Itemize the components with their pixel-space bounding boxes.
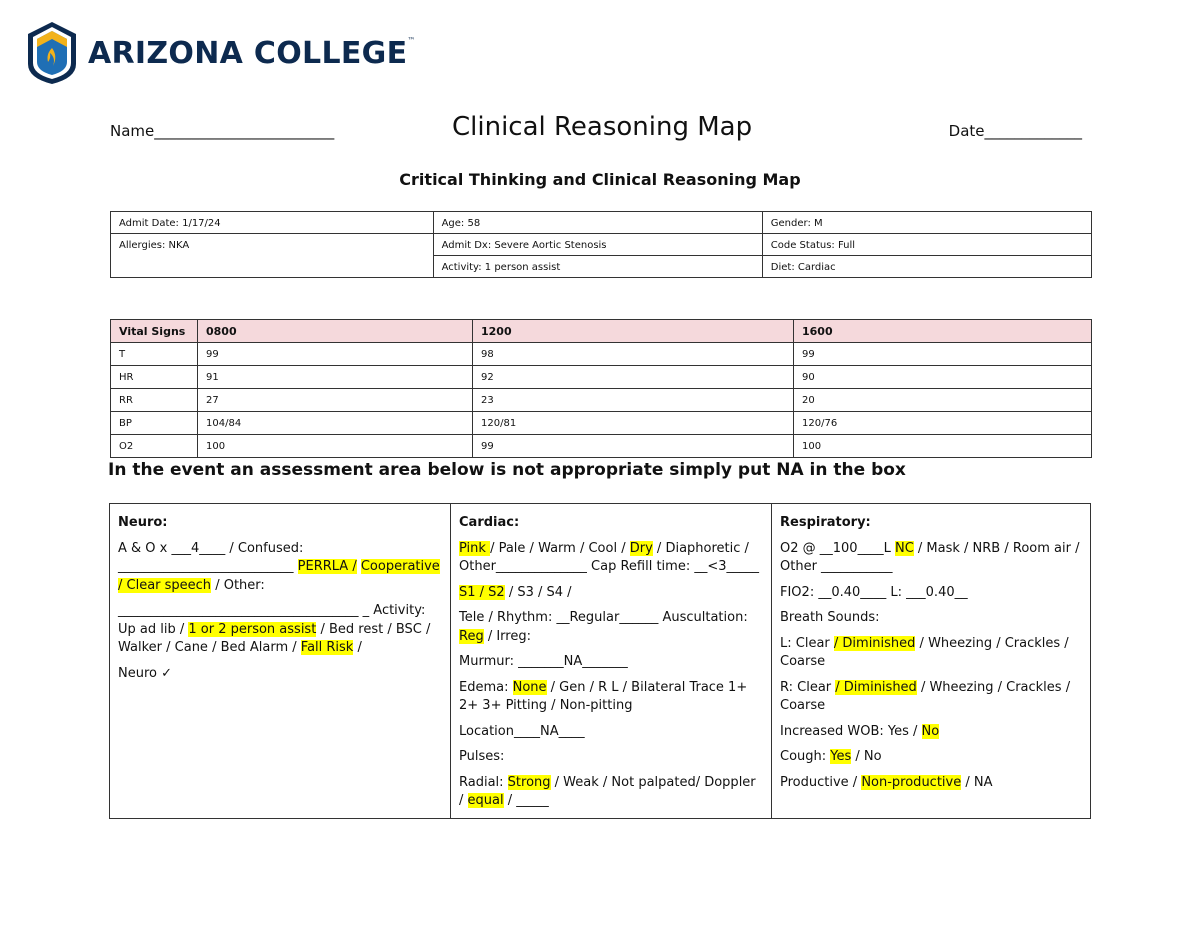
cough-yes-highlight: Yes bbox=[830, 749, 852, 764]
vital-value: 100 bbox=[794, 435, 1092, 458]
cardiac-title: Cardiac: bbox=[459, 515, 520, 530]
age-cell: Age: 58 bbox=[433, 212, 762, 234]
admit-dx-cell: Admit Dx: Severe Aortic Stenosis bbox=[433, 234, 762, 256]
vital-value: 92 bbox=[473, 366, 794, 389]
wob-no-highlight: No bbox=[921, 723, 940, 739]
resp-right: R: Clear / Diminished / Wheezing / Crackles / Coarse bbox=[780, 679, 1071, 713]
patient-info-table bbox=[110, 211, 1092, 278]
s1-s2-highlight: S1 / S2 bbox=[459, 584, 505, 600]
neuro-orientation: A & O x ___4____ / Confused: ___________________________ PERRLA / Cooperative / Clear speech / Other: bbox=[118, 540, 440, 593]
allergies-cell: Allergies: NKA bbox=[111, 234, 434, 278]
cardiac-pulses: Pulses: bbox=[459, 749, 505, 764]
code-status-cell: Code Status: Full bbox=[762, 234, 1091, 256]
table-row bbox=[111, 389, 1092, 412]
header-cell: 1200 bbox=[473, 320, 794, 343]
table-row bbox=[110, 504, 1091, 819]
neuro-cell bbox=[110, 504, 451, 819]
cardiac-radial: Radial: Strong / Weak / Not palpated/ Doppler / equal / _____ bbox=[459, 774, 756, 808]
cardiac-location: Location____NA____ bbox=[459, 723, 585, 739]
vital-label: RR bbox=[111, 389, 198, 412]
vital-signs-table bbox=[110, 319, 1092, 458]
non-productive-highlight: Non-productive bbox=[861, 774, 962, 790]
vital-value: 20 bbox=[794, 389, 1092, 412]
resp-fio2: FIO2: __0.40____ L: ___0.40__ bbox=[780, 584, 968, 600]
vital-value: 104/84 bbox=[198, 412, 473, 435]
dry-highlight: Dry bbox=[629, 540, 653, 556]
strong-highlight: Strong bbox=[507, 774, 551, 790]
vital-label: BP bbox=[111, 412, 198, 435]
subtitle: Critical Thinking and Clinical Reasoning Map bbox=[399, 170, 801, 189]
table-row bbox=[111, 343, 1092, 366]
respiratory-title: Respiratory: bbox=[780, 515, 871, 530]
resp-left: L: Clear / Diminished / Wheezing / Crackles / Coarse bbox=[780, 635, 1069, 669]
header-cell: 0800 bbox=[198, 320, 473, 343]
cardiac-cell bbox=[451, 504, 772, 819]
resp-cough: Cough: Yes / No bbox=[780, 749, 882, 764]
reg-highlight: Reg bbox=[459, 628, 484, 644]
neuro-title: Neuro: bbox=[118, 515, 168, 530]
neuro-activity: _____________________________________ _ Activity: Up ad lib / 1 or 2 person assist / Bed rest / BSC / Walker / Cane / Bed Alarm / Fall Risk / bbox=[118, 603, 431, 655]
vital-value: 27 bbox=[198, 389, 473, 412]
resp-productive: Productive / Non-productive / NA bbox=[780, 774, 993, 790]
arizona-college-logo bbox=[26, 20, 416, 86]
cardiac-tele: Tele / Rhythm: __Regular______ Auscultation: Reg / Irreg: bbox=[459, 610, 748, 644]
none-highlight: None bbox=[512, 679, 547, 695]
table-row bbox=[111, 234, 1092, 256]
vital-label: O2 bbox=[111, 435, 198, 458]
assessment-table bbox=[109, 503, 1091, 819]
table-row bbox=[111, 212, 1092, 234]
perrla-highlight: PERRLA / bbox=[297, 559, 357, 574]
vital-value: 98 bbox=[473, 343, 794, 366]
fall-risk-highlight: Fall Risk bbox=[300, 640, 354, 655]
vital-value: 23 bbox=[473, 389, 794, 412]
pink-highlight: Pink bbox=[459, 540, 491, 556]
table-row bbox=[111, 412, 1092, 435]
diet-cell: Diet: Cardiac bbox=[762, 256, 1091, 278]
vital-value: 100 bbox=[198, 435, 473, 458]
assist-highlight: 1 or 2 person assist bbox=[188, 621, 317, 637]
brand-name: ARIZONA COLLEGE™ bbox=[88, 35, 416, 71]
vital-value: 99 bbox=[794, 343, 1092, 366]
vital-value: 120/81 bbox=[473, 412, 794, 435]
date-field: Date_____________ bbox=[948, 122, 1082, 140]
page-title: Clinical Reasoning Map bbox=[452, 112, 753, 142]
cooperative-highlight: Cooperative / Clear speech bbox=[118, 559, 440, 593]
instructions: In the event an assessment area below is not appropriate simply put NA in the box bbox=[108, 460, 906, 480]
table-header-row bbox=[111, 320, 1092, 343]
left-diminished-highlight: / Diminished bbox=[833, 635, 916, 651]
resp-wob: Increased WOB: Yes / No bbox=[780, 723, 940, 739]
cardiac-edema: Edema: None / Gen / R L / Bilateral Trace 1+ 2+ 3+ Pitting / Non-pitting bbox=[459, 679, 748, 713]
respiratory-cell bbox=[772, 504, 1091, 819]
equal-highlight: equal bbox=[467, 793, 504, 808]
activity-cell: Activity: 1 person assist bbox=[433, 256, 762, 278]
vital-value: 99 bbox=[473, 435, 794, 458]
vital-value: 120/76 bbox=[794, 412, 1092, 435]
header-cell: 1600 bbox=[794, 320, 1092, 343]
resp-o2: O2 @ __100____L NC / Mask / NRB / Room air / Other ___________ bbox=[780, 540, 1080, 574]
table-row bbox=[111, 435, 1092, 458]
gender-cell: Gender: M bbox=[762, 212, 1091, 234]
cardiac-heart-sounds: S1 / S2 / S3 / S4 / bbox=[459, 584, 572, 600]
cardiac-skin: Pink / Pale / Warm / Cool / Dry / Diaphoretic / Other______________ Cap Refill time: __<3_____ bbox=[459, 540, 760, 574]
right-diminished-highlight: / Diminished bbox=[835, 679, 917, 695]
vital-value: 91 bbox=[198, 366, 473, 389]
vital-label: HR bbox=[111, 366, 198, 389]
cardiac-murmur: Murmur: _______NA_______ bbox=[459, 654, 628, 669]
admit-date-cell: Admit Date: 1/17/24 bbox=[111, 212, 434, 234]
table-row bbox=[111, 366, 1092, 389]
neuro-check: Neuro ✓ bbox=[118, 665, 172, 681]
resp-breath-sounds: Breath Sounds: bbox=[780, 610, 880, 625]
vital-label: T bbox=[111, 343, 198, 366]
header bbox=[110, 112, 1090, 148]
name-field: Name________________________ bbox=[110, 122, 335, 140]
vital-value: 99 bbox=[198, 343, 473, 366]
vital-value: 90 bbox=[794, 366, 1092, 389]
nc-highlight: NC bbox=[894, 540, 914, 556]
header-cell: Vital Signs bbox=[111, 320, 198, 343]
college-shield-icon bbox=[26, 20, 78, 86]
